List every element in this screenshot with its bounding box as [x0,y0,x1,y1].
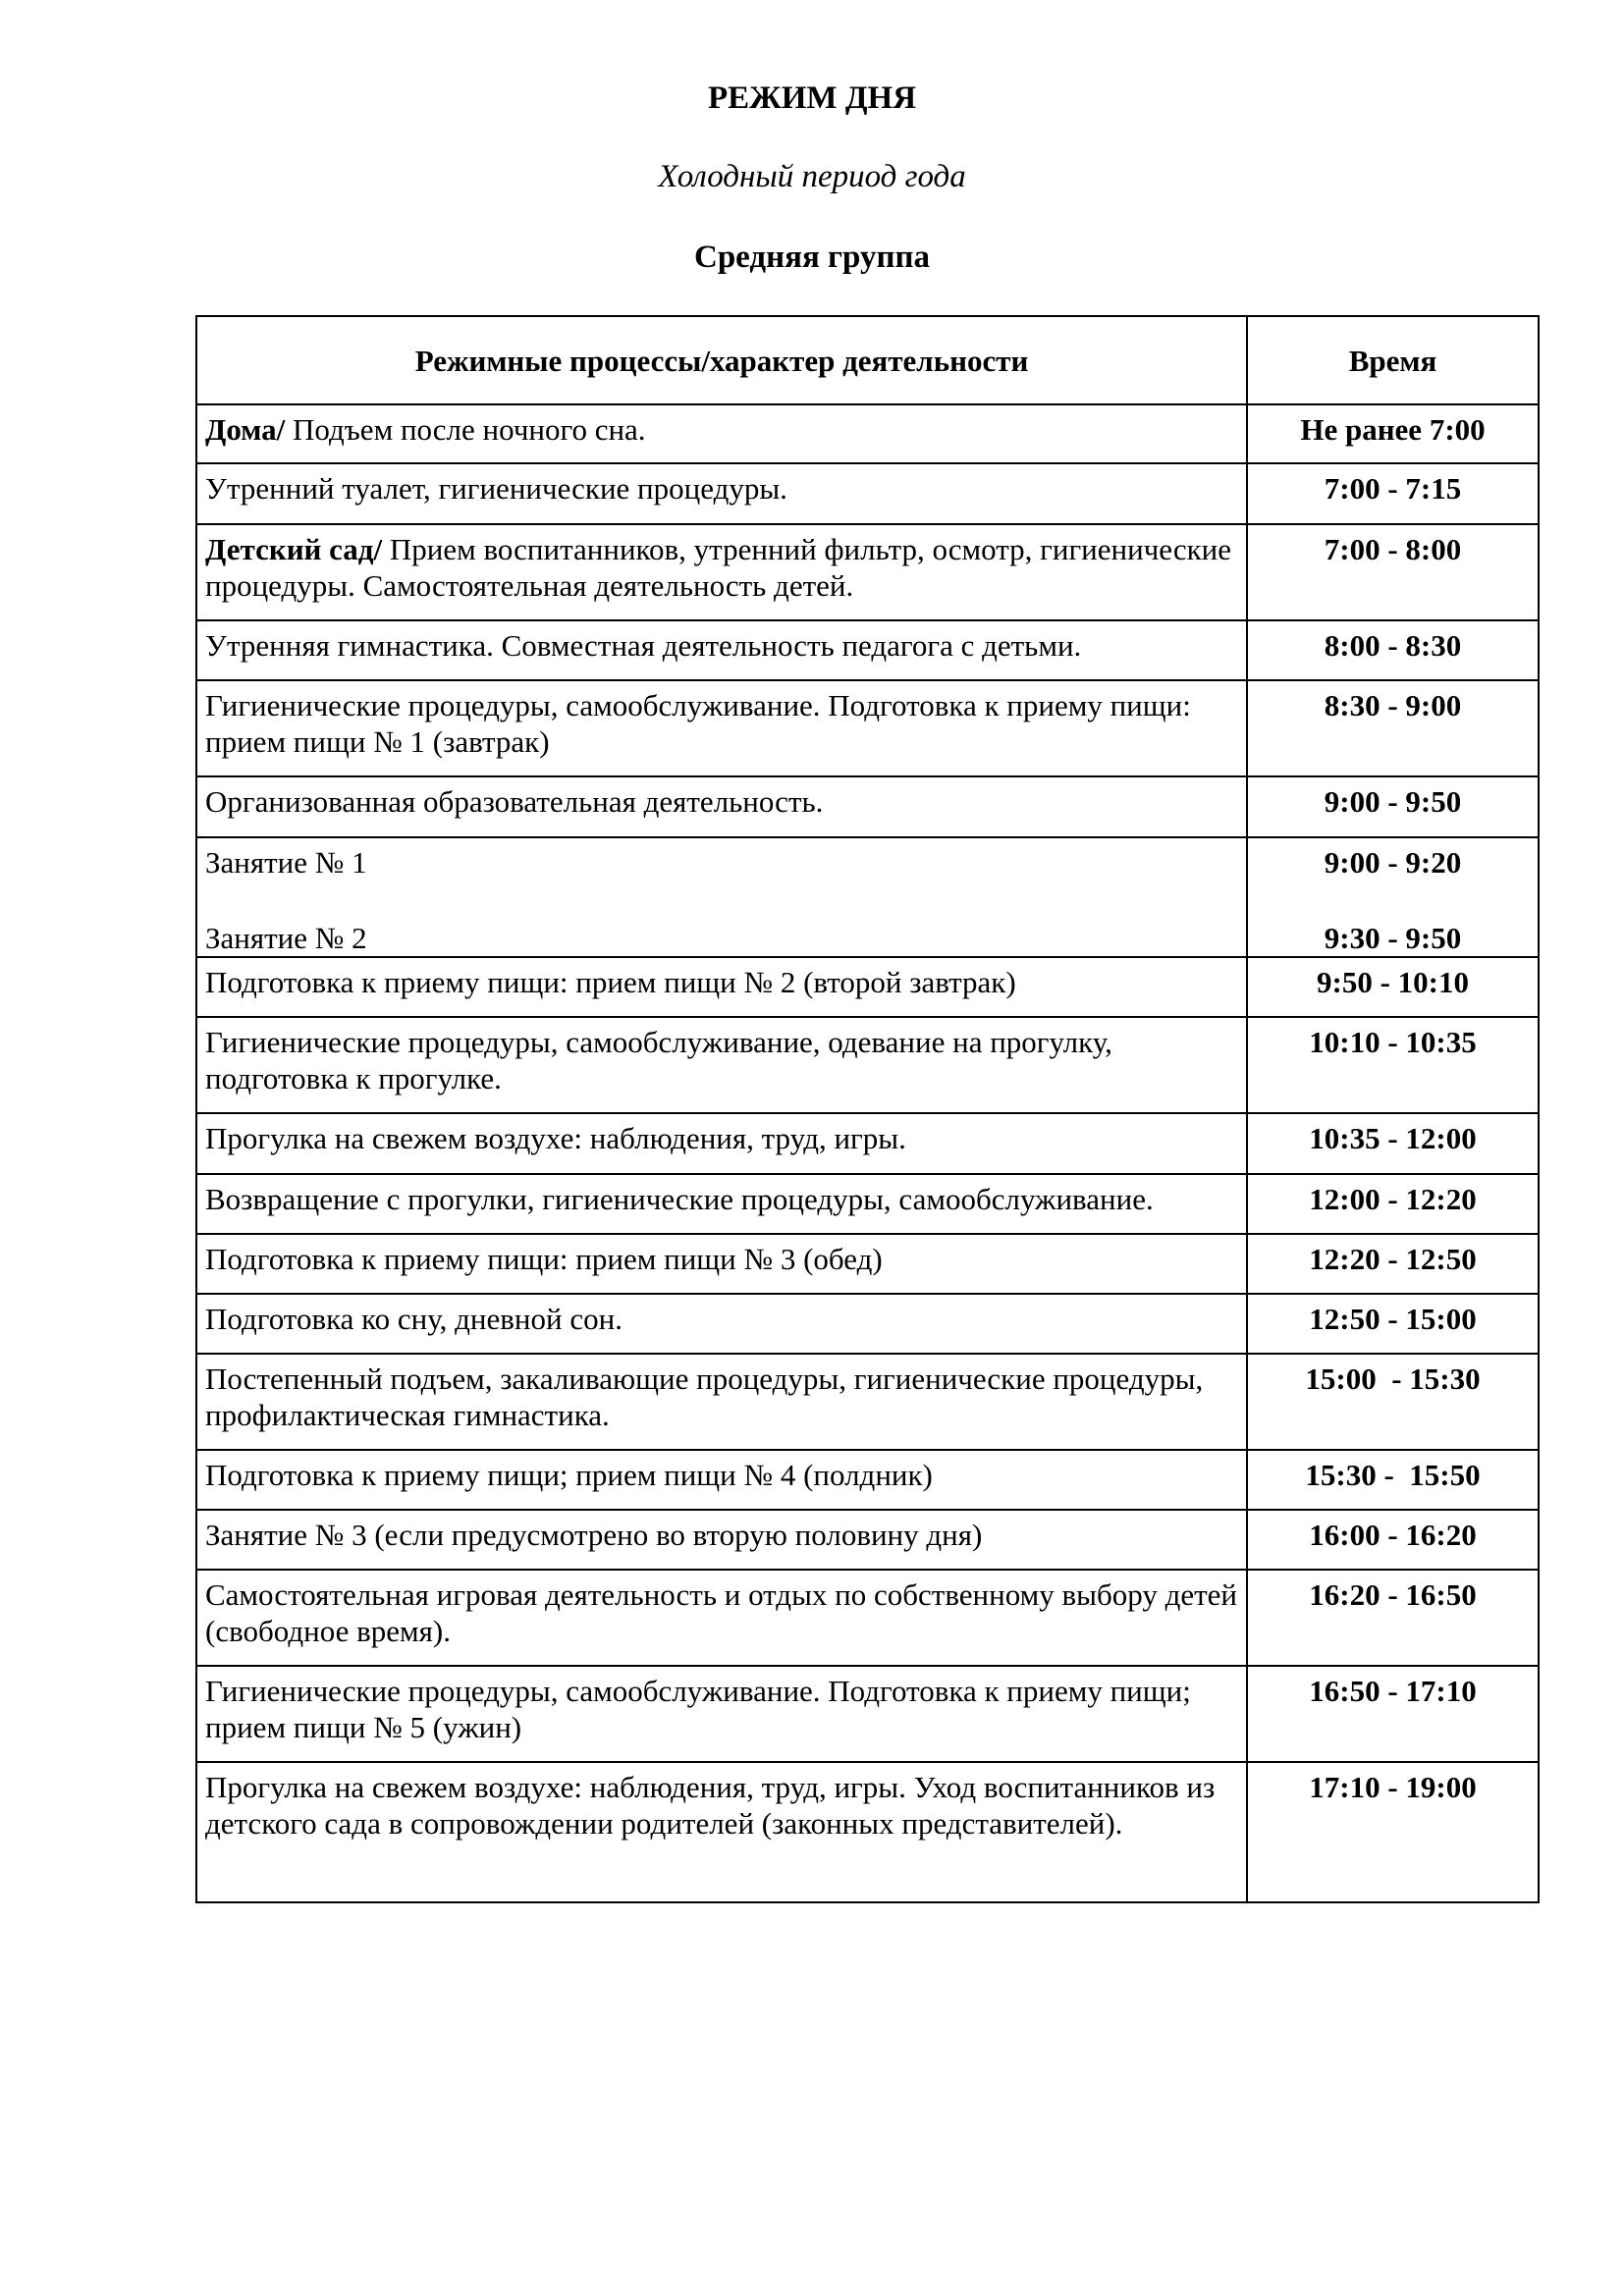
time-cell: 8:30 - 9:00 [1247,680,1539,776]
activity-text: Постепенный подъем, закаливающие процедуры, гигиенические процедуры, профилактическая гимнастика. [205,1362,1204,1432]
activity-cell [196,1510,1247,1570]
activity-text: Подготовка ко сну, дневной сон. [205,1302,623,1336]
header-activity: Режимные процессы/характер деятельности [196,316,1247,404]
table-row [196,837,1539,957]
activity-cell [196,404,1247,463]
sub-time: 9:00 - 9:20 [1324,845,1462,880]
sub-activity: Занятие № 2 [205,921,367,955]
activity-cell [196,1174,1247,1234]
activity-text: Организованная образовательная деятельность. [205,784,824,819]
table-row [196,1570,1539,1666]
activity-cell [196,837,1247,957]
time-cell: 15:00 - 15:30 [1247,1354,1539,1450]
table-row [196,1666,1539,1762]
time-cell: 16:50 - 17:10 [1247,1666,1539,1762]
time-cell: 15:30 - 15:50 [1247,1450,1539,1510]
activity-text: Самостоятельная игровая деятельность и отдых по собственному выбору детей (свободное время). [205,1577,1238,1648]
activity-text: Утренняя гимнастика. Совместная деятельность педагога с детьми. [205,628,1082,663]
activity-cell [196,1570,1247,1666]
table-row [196,463,1539,524]
activity-lead: Дома/ [205,412,286,447]
time-cell: 16:00 - 16:20 [1247,1510,1539,1570]
activity-cell [196,1354,1247,1450]
schedule-table [195,315,1540,1903]
time-cell: Не ранее 7:00 [1247,404,1539,463]
activity-cell [196,776,1247,837]
activity-text: Гигиенические процедуры, самообслуживание. Подготовка к приему пищи: прием пищи № 1 (завтрак) [205,688,1191,759]
time-cell: 17:10 - 19:00 [1247,1762,1539,1902]
activity-cell [196,524,1247,620]
activity-cell [196,1294,1247,1354]
activity-text: Подготовка к приему пищи: прием пищи № 3 (обед) [205,1242,883,1276]
activity-cell [196,620,1247,680]
time-cell: 12:50 - 15:00 [1247,1294,1539,1354]
activity-text: Подъем после ночного сна. [285,412,646,447]
activity-cell [196,1450,1247,1510]
table-row [196,1354,1539,1450]
table-row [196,404,1539,463]
activity-text: Подготовка к приему пищи: прием пищи № 2 (второй завтрак) [205,965,1016,999]
activity-cell [196,463,1247,524]
table-row [196,1113,1539,1174]
activity-text: Утренний туалет, гигиенические процедуры. [205,471,787,506]
table-row [196,1294,1539,1354]
activity-text: Возвращение с прогулки, гигиенические процедуры, самообслуживание. [205,1182,1154,1216]
activity-cell [196,1113,1247,1174]
activity-text: Подготовка к приему пищи; прием пищи № 4 (полдник) [205,1458,933,1492]
activity-text: Прием воспитанников, утренний фильтр, осмотр, гигиенические процедуры. Самостоятельная деятельность детей. [205,532,1232,603]
activity-cell [196,957,1247,1017]
activity-cell [196,1234,1247,1294]
activity-text: Прогулка на свежем воздухе: наблюдения, труд, игры. [205,1121,906,1155]
page-title: РЕЖИМ ДНЯ [707,80,917,116]
table-row [196,1017,1539,1113]
table-row [196,680,1539,776]
activity-lead: Детский сад/ [205,532,383,566]
table-header-row [196,316,1539,404]
activity-text: Гигиенические процедуры, самообслуживание, одевание на прогулку, подготовка к прогулке. [205,1025,1112,1095]
table-row [196,957,1539,1017]
sub-time: 9:30 - 9:50 [1324,921,1462,955]
activity-cell [196,1666,1247,1762]
activity-text: Прогулка на свежем воздухе: наблюдения, труд, игры. Уход воспитанников из детского сада в сопровождении родителей (законных представителей). [205,1770,1216,1841]
time-cell: 7:00 - 8:00 [1247,524,1539,620]
group-name: Средняя группа [694,240,930,275]
time-cell: 12:20 - 12:50 [1247,1234,1539,1294]
time-cell: 12:00 - 12:20 [1247,1174,1539,1234]
table-row [196,1450,1539,1510]
time-cell: 7:00 - 7:15 [1247,463,1539,524]
table-row [196,776,1539,837]
activity-text: Гигиенические процедуры, самообслуживание. Подготовка к приему пищи; прием пищи № 5 (ужин) [205,1674,1191,1744]
time-cell: 9:00 - 9:50 [1247,776,1539,837]
table-row [196,1174,1539,1234]
time-cell: 16:20 - 16:50 [1247,1570,1539,1666]
header-time: Время [1247,316,1539,404]
table-row [196,524,1539,620]
table-row [196,1510,1539,1570]
table-row [196,1762,1539,1902]
table-row [196,620,1539,680]
time-cell: 10:35 - 12:00 [1247,1113,1539,1174]
activity-cell [196,1762,1247,1902]
activity-text: Занятие № 3 (если предусмотрено во вторую половину дня) [205,1518,983,1552]
schedule-body [196,404,1539,1902]
table-row [196,1234,1539,1294]
time-cell [1247,837,1539,957]
time-cell: 9:50 - 10:10 [1247,957,1539,1017]
time-cell: 8:00 - 8:30 [1247,620,1539,680]
page-subtitle: Холодный период года [658,159,966,194]
activity-cell [196,1017,1247,1113]
activity-cell [196,680,1247,776]
sub-activity: Занятие № 1 [205,845,367,880]
time-cell: 10:10 - 10:35 [1247,1017,1539,1113]
